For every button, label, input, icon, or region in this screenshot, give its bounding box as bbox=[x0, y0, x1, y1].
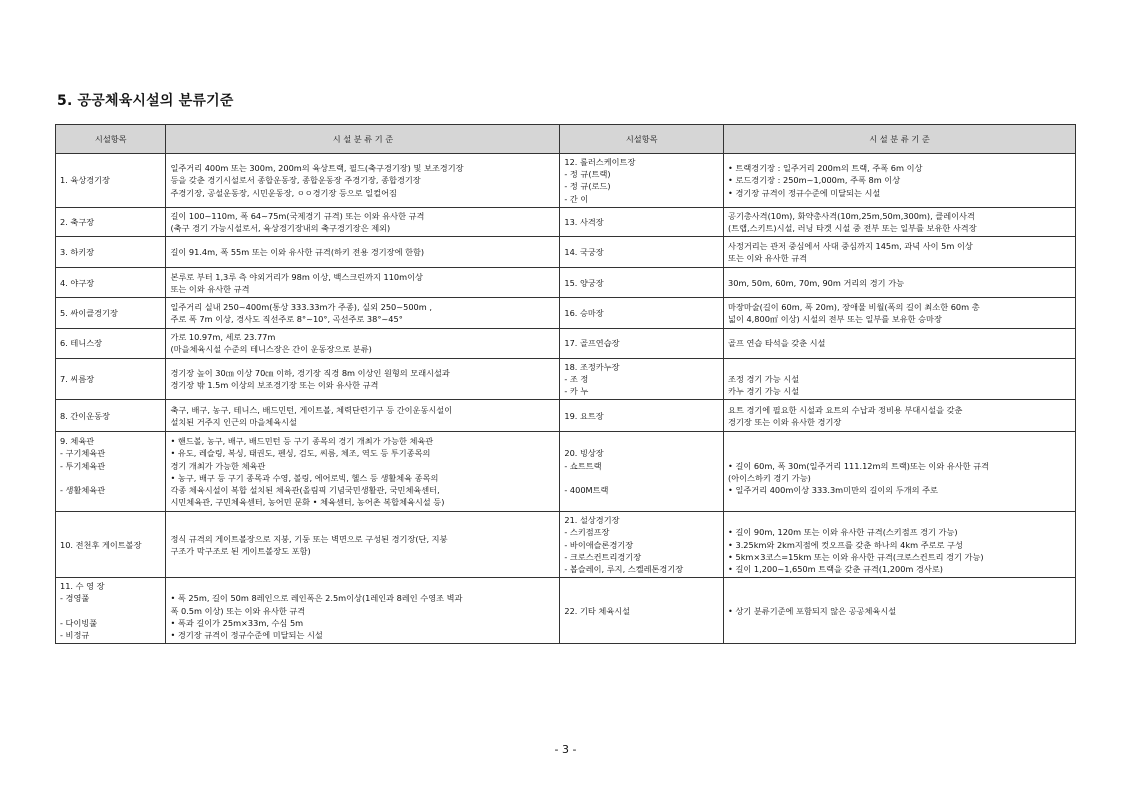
cell-item-left bbox=[56, 400, 166, 432]
table-row bbox=[56, 268, 1076, 298]
cell-line: - 다이빙풀 bbox=[60, 617, 98, 628]
cell-line: • 폭 25m, 길이 50m 8레인으로 레인폭은 2.5m이상(1레인과 8레인 수영조 벽과 bbox=[170, 593, 463, 604]
cell-criteria-right bbox=[724, 512, 1076, 578]
cell-line: (아이스하키 경기 가능) bbox=[728, 472, 811, 483]
cell-line: • 핸드볼, 농구, 배구, 배드민턴 등 구기 종목의 경기 개최가 가능한 체육관 bbox=[170, 436, 434, 447]
cell-line: • 폭과 길이가 25m×33m, 수심 5m bbox=[170, 617, 304, 628]
cell-line: • 경기장 규격이 정규수준에 미달되는 시설 bbox=[728, 187, 881, 198]
cell-item-left bbox=[56, 358, 166, 400]
cell-line: • 5km×3코스=15km 또는 이와 유사한 규격(크로스컨트리 경기 가능) bbox=[728, 551, 984, 562]
cell-line: 18. 조정카누장 bbox=[564, 361, 620, 372]
cell-line: 또는 이와 유사한 규격 bbox=[170, 283, 250, 294]
cell-line: - 정 규(트랙) bbox=[564, 169, 611, 180]
cell-item-left bbox=[56, 512, 166, 578]
cell-line: 13. 사격장 bbox=[564, 216, 604, 227]
cell-item-right bbox=[560, 400, 724, 432]
cell-criteria-left bbox=[166, 358, 560, 400]
cell-line: 20. 빙상장 bbox=[564, 448, 604, 459]
cell-line: • 상기 분류기준에 포함되지 않은 공공체육시설 bbox=[728, 605, 897, 616]
cell-line bbox=[728, 447, 1071, 459]
cell-line bbox=[170, 580, 555, 592]
cell-item-left bbox=[56, 268, 166, 298]
cell-line: - 생활체육관 bbox=[60, 484, 106, 495]
cell-criteria-right bbox=[724, 154, 1076, 208]
cell-line: 축구, 배구, 농구, 테니스, 배드민턴, 게이트볼, 체력단련기구 등 간이운동시설이 bbox=[170, 404, 453, 415]
cell-line: 10. 전천후 게이트볼장 bbox=[60, 539, 142, 550]
cell-line: - 400M트랙 bbox=[564, 484, 609, 495]
cell-criteria-left bbox=[166, 512, 560, 578]
table-row bbox=[56, 237, 1076, 268]
cell-line bbox=[60, 496, 161, 508]
table-row bbox=[56, 432, 1076, 512]
cell-criteria-right bbox=[724, 237, 1076, 268]
cell-line: 넓이 4,800㎡ 이상) 시설의 전부 또는 일부를 보유한 승마장 bbox=[728, 314, 942, 325]
header-criteria-left: 시 설 분 류 기 준 bbox=[166, 125, 560, 154]
cell-line bbox=[60, 605, 161, 617]
table-row bbox=[56, 154, 1076, 208]
cell-line: (축구 경기 가능시설로서, 육상경기장내의 축구경기장은 제외) bbox=[170, 223, 391, 234]
header-item-left: 시설항목 bbox=[56, 125, 166, 154]
cell-item-left bbox=[56, 237, 166, 268]
cell-line: 7. 씨름장 bbox=[60, 373, 95, 384]
cell-line: 8. 간이운동장 bbox=[60, 410, 110, 421]
cell-criteria-left bbox=[166, 237, 560, 268]
cell-line: • 트랙경기장 : 일주거리 200m의 트랙, 주폭 6m 이상 bbox=[728, 163, 923, 174]
cell-line: - 경영풀 bbox=[60, 593, 90, 604]
cell-line: 5. 싸이클경기장 bbox=[60, 308, 118, 319]
cell-line: 본루로 부터 1,3루 측 야외거리가 98m 이상, 백스크린까지 110m이상 bbox=[170, 271, 423, 282]
cell-line bbox=[564, 496, 719, 508]
cell-line: 22. 기타 체육시설 bbox=[564, 605, 631, 616]
cell-line: 설치된 거주지 인근의 마을체육시설 bbox=[170, 416, 297, 427]
table-header-row bbox=[56, 125, 1076, 154]
cell-line bbox=[564, 435, 719, 447]
cell-criteria-left bbox=[166, 329, 560, 358]
cell-line: 공기총사격(10m), 화약총사격(10m,25m,50m,300m), 클레이사격 bbox=[728, 210, 975, 221]
cell-line: - 바이애슬론경기장 bbox=[564, 539, 634, 550]
cell-line: - 크로스컨트리경기장 bbox=[564, 551, 642, 562]
cell-item-right bbox=[560, 512, 724, 578]
cell-criteria-right bbox=[724, 432, 1076, 512]
cell-criteria-left bbox=[166, 268, 560, 298]
header-criteria-right: 시 설 분 류 기 준 bbox=[724, 125, 1076, 154]
cell-item-right bbox=[560, 268, 724, 298]
cell-line: 6. 테니스장 bbox=[60, 338, 103, 349]
cell-line bbox=[564, 472, 719, 484]
table-row bbox=[56, 298, 1076, 329]
cell-line: - 조 정 bbox=[564, 373, 589, 384]
cell-line: 경기장 또는 이와 유사한 경기장 bbox=[728, 416, 842, 427]
cell-line: • 길이 60m, 폭 30m(일주거리 111.12m의 트랙)또는 이와 유사한 규격 bbox=[728, 460, 989, 471]
cell-line: 시민체육관, 구민체육센터, 농어민 문화 • 체육센터, 농어촌 복합체육시설 등) bbox=[170, 497, 445, 508]
cell-line: (트랩,스키트)시설, 러닝 타겟 시설 중 전부 또는 일부를 보유한 사격장 bbox=[728, 223, 977, 234]
cell-criteria-right bbox=[724, 578, 1076, 644]
cell-line: • 경기장 규격이 정규수준에 미달되는 시설 bbox=[170, 630, 323, 641]
cell-line: 마장마술(길이 60m, 폭 20m), 장애물 비월(폭의 길이 최소한 60m 총 bbox=[728, 302, 980, 313]
cell-line bbox=[728, 435, 1071, 447]
cell-line: 21. 설상경기장 bbox=[564, 515, 620, 526]
cell-criteria-left bbox=[166, 154, 560, 208]
cell-line: 또는 이와 유사한 규격 bbox=[728, 253, 808, 264]
cell-line: 각종 체육시설이 복합 설치된 체육관(올림픽 기념국민생활관, 국민체육센터, bbox=[170, 484, 440, 495]
cell-criteria-left bbox=[166, 400, 560, 432]
cell-line: • 유도, 레슬링, 복싱, 태권도, 펜싱, 검도, 씨름, 체조, 역도 등 투기종목의 bbox=[170, 448, 431, 459]
cell-line: - 간 이 bbox=[564, 193, 589, 204]
cell-line: • 로드경기장 : 250m~1,000m, 주폭 8m 이상 bbox=[728, 175, 901, 186]
cell-item-right bbox=[560, 154, 724, 208]
table-row bbox=[56, 329, 1076, 358]
cell-line bbox=[60, 472, 161, 484]
cell-item-left bbox=[56, 578, 166, 644]
cell-line: 요트 경기에 필요한 시설과 요트의 수납과 정비용 부대시설을 갖춘 bbox=[728, 404, 963, 415]
cell-line: (마을체육시설 수준의 테니스장은 간이 운동장으로 분류) bbox=[170, 344, 372, 355]
cell-line: 1. 육상경기장 bbox=[60, 175, 110, 186]
cell-item-right bbox=[560, 358, 724, 400]
cell-line: 3. 하키장 bbox=[60, 247, 95, 258]
classification-table bbox=[55, 124, 1076, 644]
table-row bbox=[56, 512, 1076, 578]
cell-item-right bbox=[560, 432, 724, 512]
cell-line: - 스키점프장 bbox=[564, 527, 610, 538]
cell-criteria-left bbox=[166, 298, 560, 329]
cell-item-right bbox=[560, 329, 724, 358]
cell-criteria-right bbox=[724, 358, 1076, 400]
cell-line: 구조가 막구조로 된 게이트볼장도 포함) bbox=[170, 545, 311, 556]
cell-line: 4. 야구장 bbox=[60, 277, 95, 288]
cell-line: 15. 양궁장 bbox=[564, 277, 604, 288]
cell-item-right bbox=[560, 298, 724, 329]
table-row bbox=[56, 400, 1076, 432]
cell-item-left bbox=[56, 207, 166, 236]
table-row bbox=[56, 358, 1076, 400]
cell-line: 길이 91.4m, 폭 55m 또는 이와 유사한 규격(하키 전용 경기장에 한함) bbox=[170, 247, 425, 258]
table-row bbox=[56, 207, 1076, 236]
cell-line: 12. 롤러스케이트장 bbox=[564, 157, 636, 167]
cell-line: 9. 체육관 bbox=[60, 436, 95, 447]
cell-line: - 구기체육관 bbox=[60, 448, 106, 459]
cell-line: • 길이 90m, 120m 또는 이와 유사한 규격(스키점프 경기 가능) bbox=[728, 527, 958, 538]
cell-line: • 길이 1,200~1,650m 트랙을 갖춘 규격(1,200m 경사로) bbox=[728, 564, 943, 575]
cell-line bbox=[728, 514, 1071, 526]
cell-line: 경기 개최가 가능한 체육관 bbox=[170, 460, 266, 471]
cell-line: 경기장 밖 1.5m 이상의 보조경기장 또는 이와 유사한 규격 bbox=[170, 379, 379, 390]
cell-line: 가로 10.97m, 세로 23.77m bbox=[170, 332, 276, 343]
cell-criteria-left bbox=[166, 432, 560, 512]
cell-line: - 투기체육관 bbox=[60, 460, 106, 471]
cell-line: 14. 국궁장 bbox=[564, 247, 604, 258]
page-number: - 3 - bbox=[554, 743, 577, 756]
cell-line: 일주거리 실내 250~400m(통상 333.33m가 주종), 실외 250~500m , bbox=[170, 302, 432, 313]
page-title: 5. 공공체육시설의 분류기준 bbox=[57, 93, 234, 109]
header-item-right: 시설항목 bbox=[560, 125, 724, 154]
cell-line: 폭 0.5m 이상) 또는 이와 유사한 규격 bbox=[170, 605, 306, 616]
cell-line: 30m, 50m, 60m, 70m, 90m 거리의 경기 가능 bbox=[728, 277, 905, 288]
cell-line: • 농구, 배구 등 구기 종목과 수영, 볼링, 에어로빅, 헬스 등 생활체육 종목의 bbox=[170, 472, 439, 483]
cell-line: - 비정규 bbox=[60, 630, 90, 641]
cell-item-left bbox=[56, 298, 166, 329]
cell-item-left bbox=[56, 432, 166, 512]
cell-line: 조정 경기 가능 시설 bbox=[728, 373, 800, 384]
cell-item-right bbox=[560, 207, 724, 236]
cell-line: • 일주거리 400m이상 333.3m미만의 길이의 두개의 주로 bbox=[728, 484, 938, 495]
cell-line: - 정 규(로드) bbox=[564, 181, 611, 192]
cell-line: 17. 골프연습장 bbox=[564, 338, 620, 349]
cell-line: 16. 승마장 bbox=[564, 308, 604, 319]
cell-line: 등을 갖춘 경기시설로서 종합운동장, 종합운동장 주경기장, 종합경기장 bbox=[170, 175, 421, 186]
cell-item-right bbox=[560, 237, 724, 268]
cell-criteria-right bbox=[724, 268, 1076, 298]
cell-criteria-right bbox=[724, 400, 1076, 432]
cell-criteria-right bbox=[724, 298, 1076, 329]
cell-criteria-right bbox=[724, 207, 1076, 236]
cell-line: 주경기장, 공설운동장, 시민운동장, ㅇㅇ경기장 등으로 일컬어짐 bbox=[170, 187, 397, 198]
cell-line: 골프 연습 타석을 갖춘 시설 bbox=[728, 338, 826, 349]
cell-line bbox=[728, 496, 1071, 508]
cell-line: - 카 누 bbox=[564, 386, 589, 397]
cell-line: 사정거리는 관저 중심에서 사대 중심까지 145m, 과녁 사이 5m 이상 bbox=[728, 241, 973, 252]
cell-criteria-right bbox=[724, 329, 1076, 358]
cell-line: 2. 축구장 bbox=[60, 216, 95, 227]
cell-criteria-left bbox=[166, 578, 560, 644]
cell-line bbox=[728, 361, 1071, 373]
cell-line: 19. 요트장 bbox=[564, 410, 604, 421]
table-row bbox=[56, 578, 1076, 644]
cell-item-right bbox=[560, 578, 724, 644]
cell-line: • 3.25km와 2km지점에 컷오프를 갖춘 하나의 4km 주로로 구성 bbox=[728, 539, 963, 550]
cell-item-left bbox=[56, 329, 166, 358]
cell-criteria-left bbox=[166, 207, 560, 236]
cell-line: - 봅슬레이, 루지, 스켈레톤경기장 bbox=[564, 564, 684, 575]
cell-line: 11. 수 영 장 bbox=[60, 581, 105, 592]
cell-line: 일주거리 400m 또는 300m, 200m의 육상트랙, 필드(축구경기장) 및 보조경기장 bbox=[170, 163, 464, 174]
cell-line: 길이 100~110m, 폭 64~75m(국제경기 규격) 또는 이와 유사한 규격 bbox=[170, 210, 425, 221]
cell-item-left bbox=[56, 154, 166, 208]
cell-line: 카누 경기 가능 시설 bbox=[728, 386, 800, 397]
cell-line: 정식 규격의 게이트볼장으로 지붕, 기둥 또는 벽면으로 구성된 경기장(단, 지붕 bbox=[170, 533, 448, 544]
cell-line: 경기장 높이 30㎝ 이상 70㎝ 이하, 경기장 직경 8m 이상인 원형의 모래시설과 bbox=[170, 367, 450, 378]
cell-line: - 쇼트트랙 bbox=[564, 460, 602, 471]
cell-line: 주로 폭 7m 이상, 경사도 직선주로 8°~10°, 곡선주로 38°~45° bbox=[170, 314, 403, 325]
